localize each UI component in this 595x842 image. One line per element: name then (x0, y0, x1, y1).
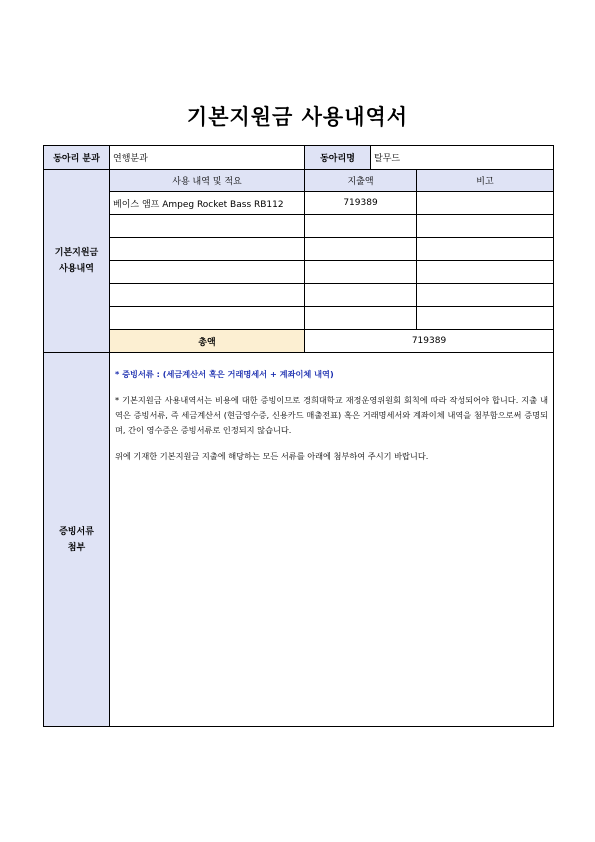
evidence-section-label-line1: 증빙서류 (59, 526, 94, 537)
usage-report-form (43, 145, 554, 727)
usage-row (44, 284, 554, 307)
evidence-attachment-area[interactable] (110, 353, 554, 727)
column-header-amount: 지출액 (305, 170, 417, 192)
usage-amount-cell[interactable] (305, 261, 417, 284)
usage-row (44, 192, 554, 215)
usage-note-cell[interactable] (417, 215, 554, 238)
usage-section-label-line1: 기본지원금 (54, 248, 99, 258)
usage-description-cell[interactable] (110, 284, 305, 307)
usage-header-row (44, 170, 554, 192)
usage-row (44, 307, 554, 330)
usage-row (44, 261, 554, 284)
club-name-label: 동아리명 (305, 146, 371, 170)
evidence-section-label-line2: 첨부 (67, 542, 86, 553)
usage-description-cell[interactable]: 베이스 앰프 Ampeg Rocket Bass RB112 (110, 192, 305, 215)
usage-description-cell[interactable] (110, 261, 305, 284)
usage-note-cell[interactable] (417, 284, 554, 307)
usage-description-cell[interactable] (110, 215, 305, 238)
club-category-label: 동아리 분과 (44, 146, 110, 170)
column-header-description: 사용 내역 및 적요 (110, 170, 305, 192)
usage-amount-cell[interactable] (305, 307, 417, 330)
usage-note-cell[interactable] (417, 307, 554, 330)
column-header-note: 비고 (417, 170, 554, 192)
usage-note-cell[interactable] (417, 261, 554, 284)
total-value[interactable]: 719389 (305, 330, 554, 353)
usage-section-label (44, 170, 110, 353)
club-category-value[interactable]: 연행분과 (110, 146, 305, 170)
usage-row (44, 215, 554, 238)
evidence-requirement-note: * 증빙서류 : (세금계산서 혹은 거래명세서 + 계좌이체 내역) (115, 369, 334, 379)
usage-description-cell[interactable] (110, 238, 305, 261)
usage-note-cell[interactable] (417, 192, 554, 215)
usage-amount-cell[interactable] (305, 284, 417, 307)
usage-amount-cell[interactable] (305, 238, 417, 261)
evidence-section-label (44, 353, 110, 727)
usage-row (44, 238, 554, 261)
usage-amount-cell[interactable]: 719389 (305, 192, 417, 215)
usage-note-cell[interactable] (417, 238, 554, 261)
usage-section-label-line2: 사용내역 (59, 264, 94, 274)
usage-amount-cell[interactable] (305, 215, 417, 238)
total-label: 총액 (110, 330, 305, 353)
club-name-value[interactable]: 탈무드 (371, 146, 554, 170)
club-info-row (44, 146, 554, 170)
document-title: 기본지원금 사용내역서 (186, 105, 409, 129)
evidence-row (44, 353, 554, 727)
total-row (44, 330, 554, 353)
evidence-instruction-paragraph: * 기본지원금 사용내역서는 비용에 대한 증빙이므로 경희대학교 재정운영위원회 회칙에 따라 작성되어야 합니다. 지출 내역은 증빙서류, 즉 세금계산서 (현금영수증, 신용카드 매출전표) 혹은 거래명세서와 계좌이체 내역을 첨부함으로써 증명되며, 간이 영수증은 증빙서류로 인정되지 않습니다. (115, 395, 548, 435)
usage-description-cell[interactable] (110, 307, 305, 330)
evidence-attach-request: 위에 기재한 기본지원금 지출에 해당하는 모든 서류를 아래에 첨부하여 주시기 바랍니다. (115, 451, 429, 461)
